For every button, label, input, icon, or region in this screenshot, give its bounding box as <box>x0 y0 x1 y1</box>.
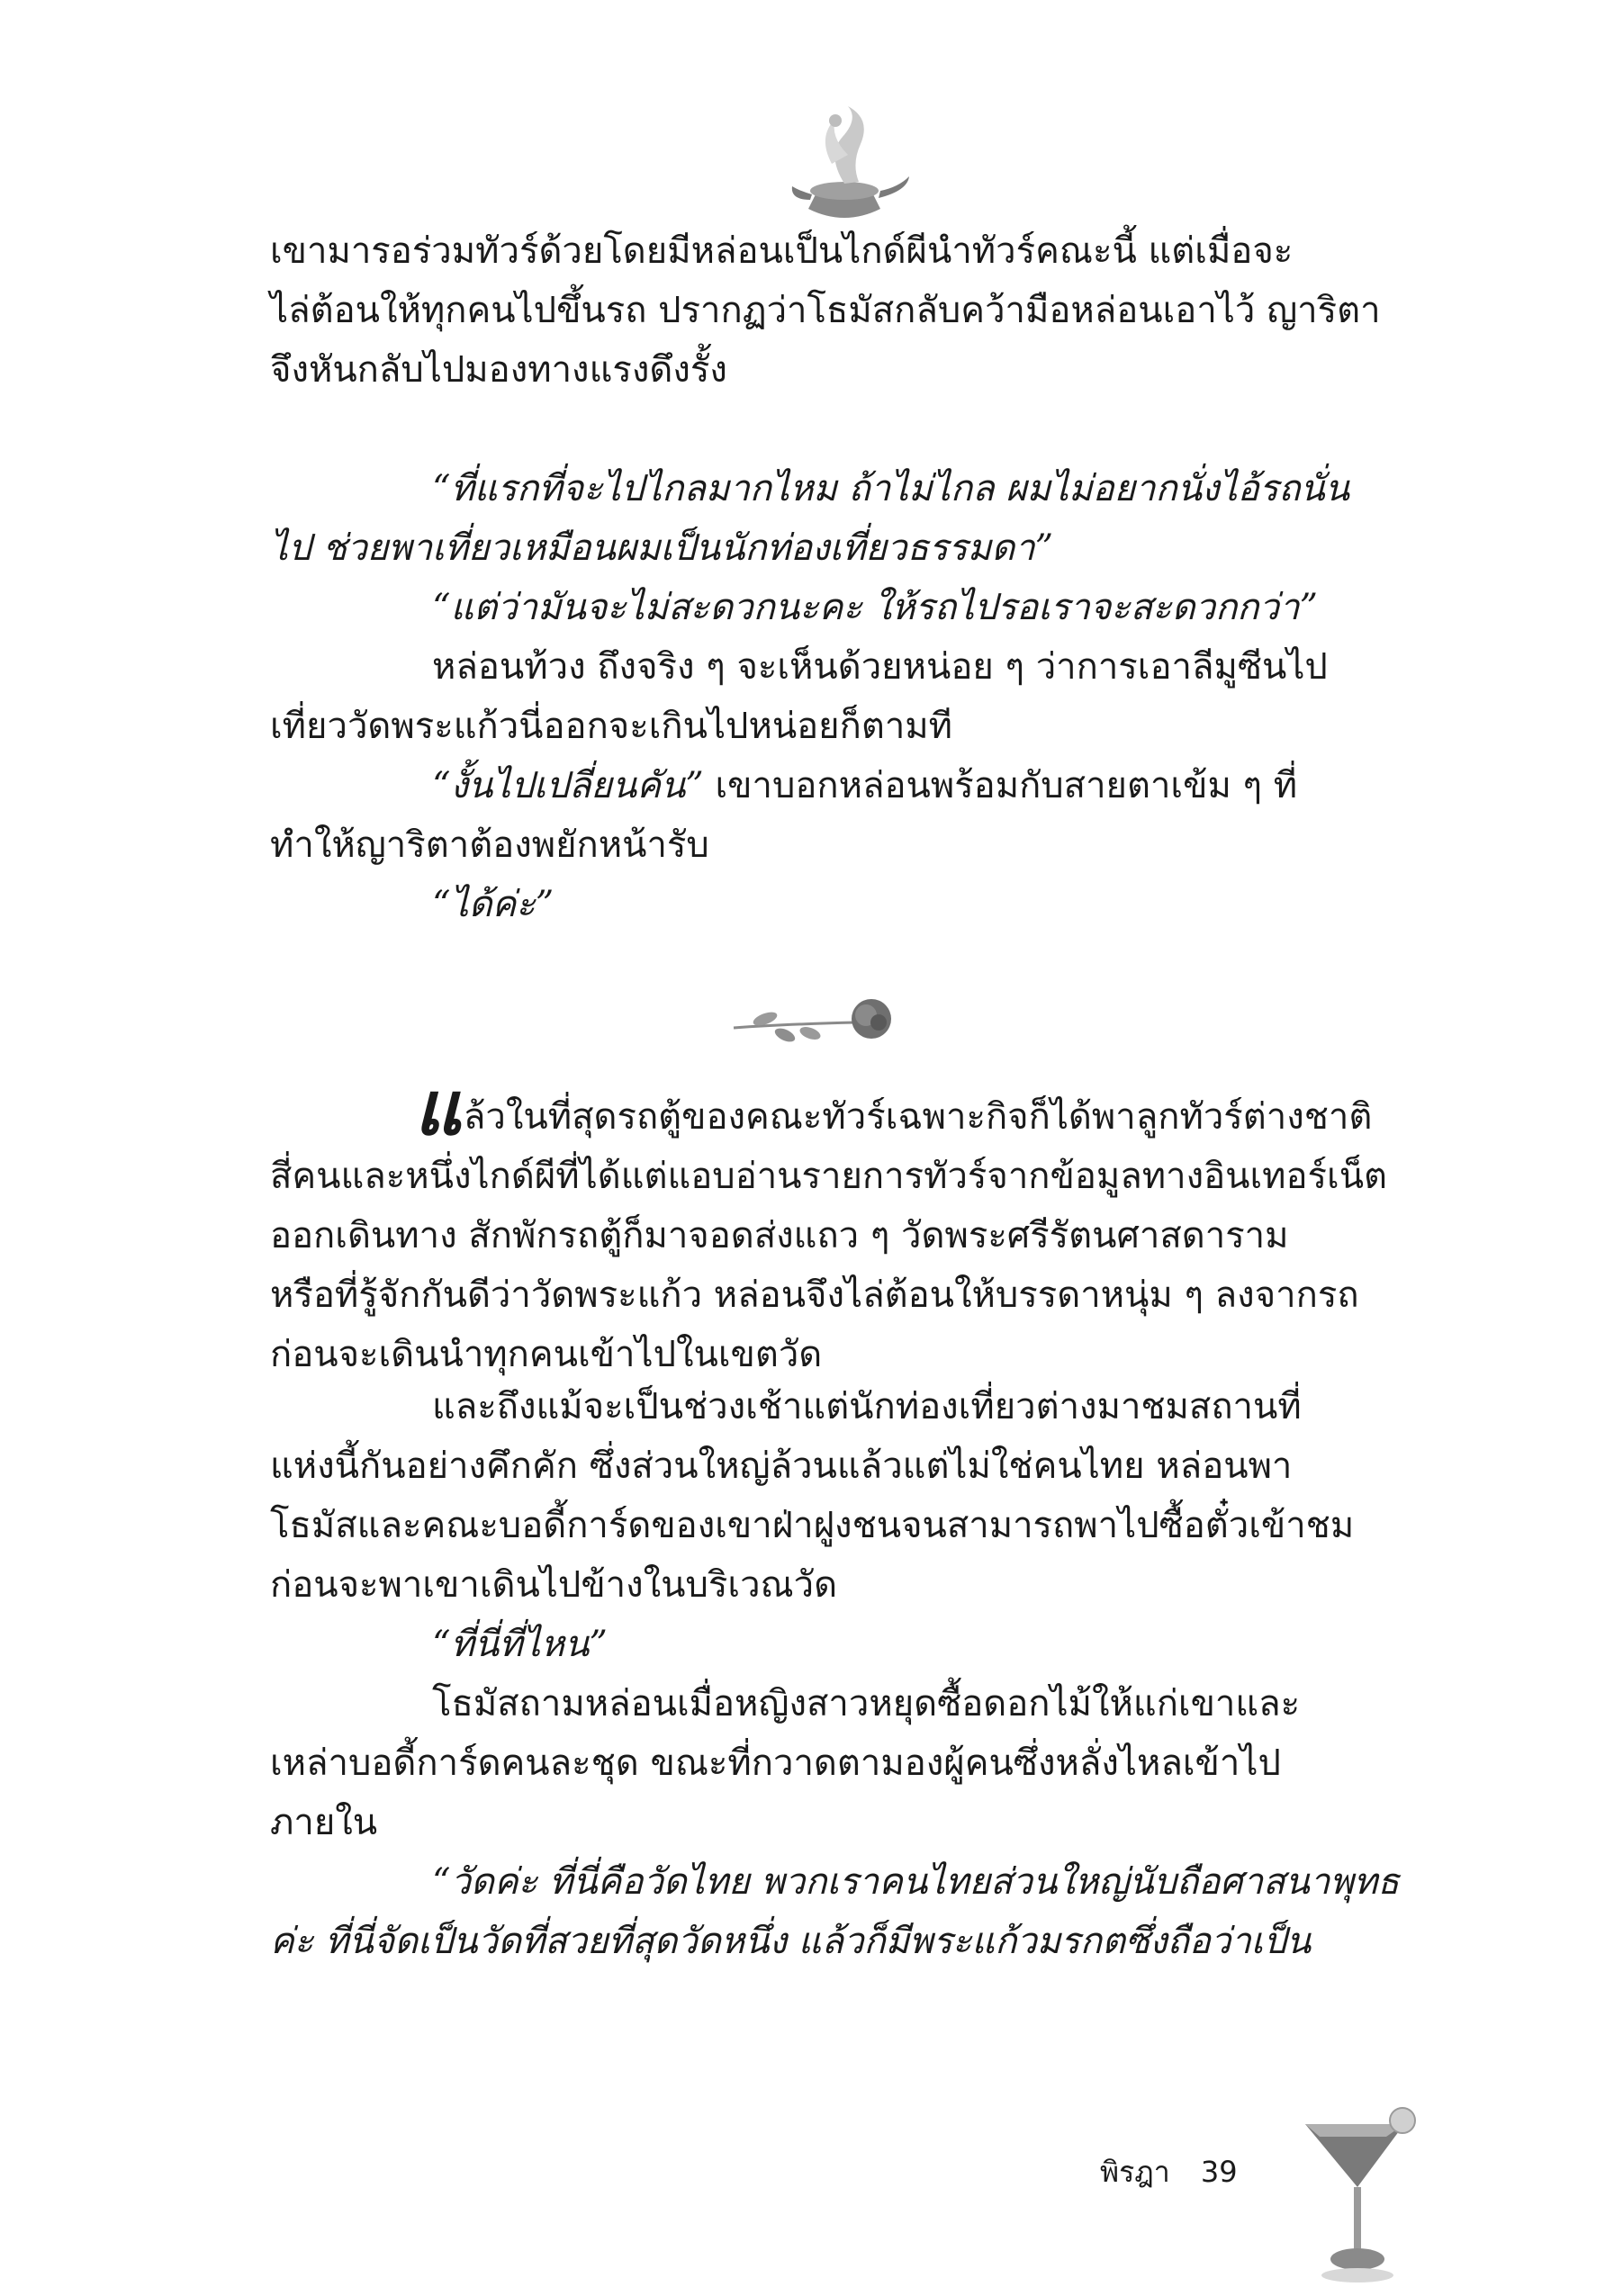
text-line: ไล่ต้อนให้ทุกคนไปขึ้นรถ ปรากฏว่าโธมัสกลับคว้ามือหล่อนเอาไว้ ญาริตา <box>270 290 1381 331</box>
paragraph-6-dialogue <box>270 875 1413 934</box>
text-line: เที่ยววัดพระแก้วนี่ออกจะเกินไปหน่อยก็ตามที <box>270 706 953 747</box>
paragraph-11-dialogue <box>270 1852 1413 1971</box>
text-line: หล่อนท้วง ถึงจริง ๆ จะเห็นด้วยหน่อย ๆ ว่าการเอาลีมูซีนไป <box>432 646 1328 688</box>
paragraph-1 <box>270 221 1413 400</box>
author-name: พิรฎา <box>1100 2155 1170 2189</box>
paragraph-10 <box>270 1674 1413 1852</box>
paragraph-8 <box>270 1377 1413 1615</box>
text-line <box>270 1067 1413 1152</box>
text-line: จึงหันกลับไปมองทางแรงดึงรั้ง <box>270 349 727 391</box>
text-line: ทำให้ญาริตาต้องพยักหน้ารับ <box>270 824 709 866</box>
rose-divider-icon <box>729 992 909 1055</box>
page-number: 39 <box>1200 2155 1238 2189</box>
cocktail-glass-icon <box>1296 2106 1431 2286</box>
text-line: “วัดค่ะ ที่นี่คือวัดไทย พวกเราคนไทยส่วนใหญ่นับถือศาสนาพุทธ <box>432 1861 1400 1903</box>
text-line: สี่คนและหนึ่งไกด์ผีที่ได้แต่แอบอ่านรายการทัวร์จากข้อมูลทางอินเทอร์เน็ต <box>270 1156 1388 1197</box>
text-line: โธมัสถามหล่อนเมื่อหญิงสาวหยุดซื้อดอกไม้ให้แก่เขาและ <box>432 1683 1301 1724</box>
genie-lamp-icon <box>772 101 916 236</box>
paragraph-7 <box>270 1067 1413 1384</box>
text-line: ก่อนจะพาเขาเดินไปข้างในบริเวณวัด <box>270 1564 838 1606</box>
paragraph-2-dialogue <box>270 459 1413 578</box>
paragraph-3-dialogue <box>270 578 1413 637</box>
narration: เขาบอกหล่อนพร้อมกับสายตาเข้ม ๆ ที่ <box>703 765 1298 806</box>
text-line: เขามารอร่วมทัวร์ด้วยโดยมีหล่อนเป็นไกด์ผีนำทัวร์คณะนี้ แต่เมื่อจะ <box>270 230 1294 272</box>
text-span: ล้วในที่สุดรถตู้ของคณะทัวร์เฉพาะกิจก็ได้พาลูกทัวร์ต่างชาติ <box>463 1096 1373 1138</box>
text-line: ไป ช่วยพาเที่ยวเหมือนผมเป็นนักท่องเที่ยวธรรมดา” <box>270 527 1054 569</box>
text-line: โธมัสและคณะบอดี้การ์ดของเขาฝ่าฝูงชนจนสามารถพาไปซื้อตั๋วเข้าชม <box>270 1505 1355 1546</box>
text-line: และถึงแม้จะเป็นช่วงเช้าแต่นักท่องเที่ยวต่างมาชมสถานที่ <box>432 1386 1302 1427</box>
dialogue-quote: “งั้นไปเปลี่ยนคัน” <box>432 765 704 806</box>
text-line: ภายใน <box>270 1802 378 1843</box>
text-line <box>270 756 1413 815</box>
text-line: หรือที่รู้จักกันดีว่าวัดพระแก้ว หล่อนจึงไล่ต้อนให้บรรดาหนุ่ม ๆ ลงจากรถ <box>270 1274 1359 1316</box>
paragraph-5 <box>270 756 1413 875</box>
text-line: ออกเดินทาง สักพักรถตู้ก็มาจอดส่งแถว ๆ วัดพระศรีรัตนศาสดาราม <box>270 1215 1289 1256</box>
text-line: “ที่แรกที่จะไปไกลมากไหม ถ้าไม่ไกล ผมไม่อยากนั่งไอ้รถนั่น <box>432 468 1350 509</box>
page-footer <box>1100 2149 1259 2195</box>
text-line: “ได้ค่ะ” <box>432 884 555 925</box>
text-line: “แต่ว่ามันจะไม่สะดวกนะคะ ให้รถไปรอเราจะสะดวกกว่า” <box>432 587 1318 628</box>
text-line: ค่ะ ที่นี่จัดเป็นวัดที่สวยที่สุดวัดหนึ่ง แล้วก็มีพระแก้วมรกตซึ่งถือว่าเป็น <box>270 1921 1312 1962</box>
paragraph-4 <box>270 637 1413 756</box>
text-line: “ที่นี่ที่ไหน” <box>432 1624 608 1665</box>
text-line: แห่งนี้กันอย่างคึกคัก ซึ่งส่วนใหญ่ล้วนแล้วแต่ไม่ใช่คนไทย หล่อนพา <box>270 1445 1293 1487</box>
drop-cap: แ <box>414 1067 462 1152</box>
text-line: ก่อนจะเดินนำทุกคนเข้าไปในเขตวัด <box>270 1334 823 1375</box>
text-line: เหล่าบอดี้การ์ดคนละชุด ขณะที่กวาดตามองผู้คนซึ่งหลั่งไหลเข้าไป <box>270 1742 1281 1784</box>
paragraph-9-dialogue <box>270 1615 1413 1674</box>
